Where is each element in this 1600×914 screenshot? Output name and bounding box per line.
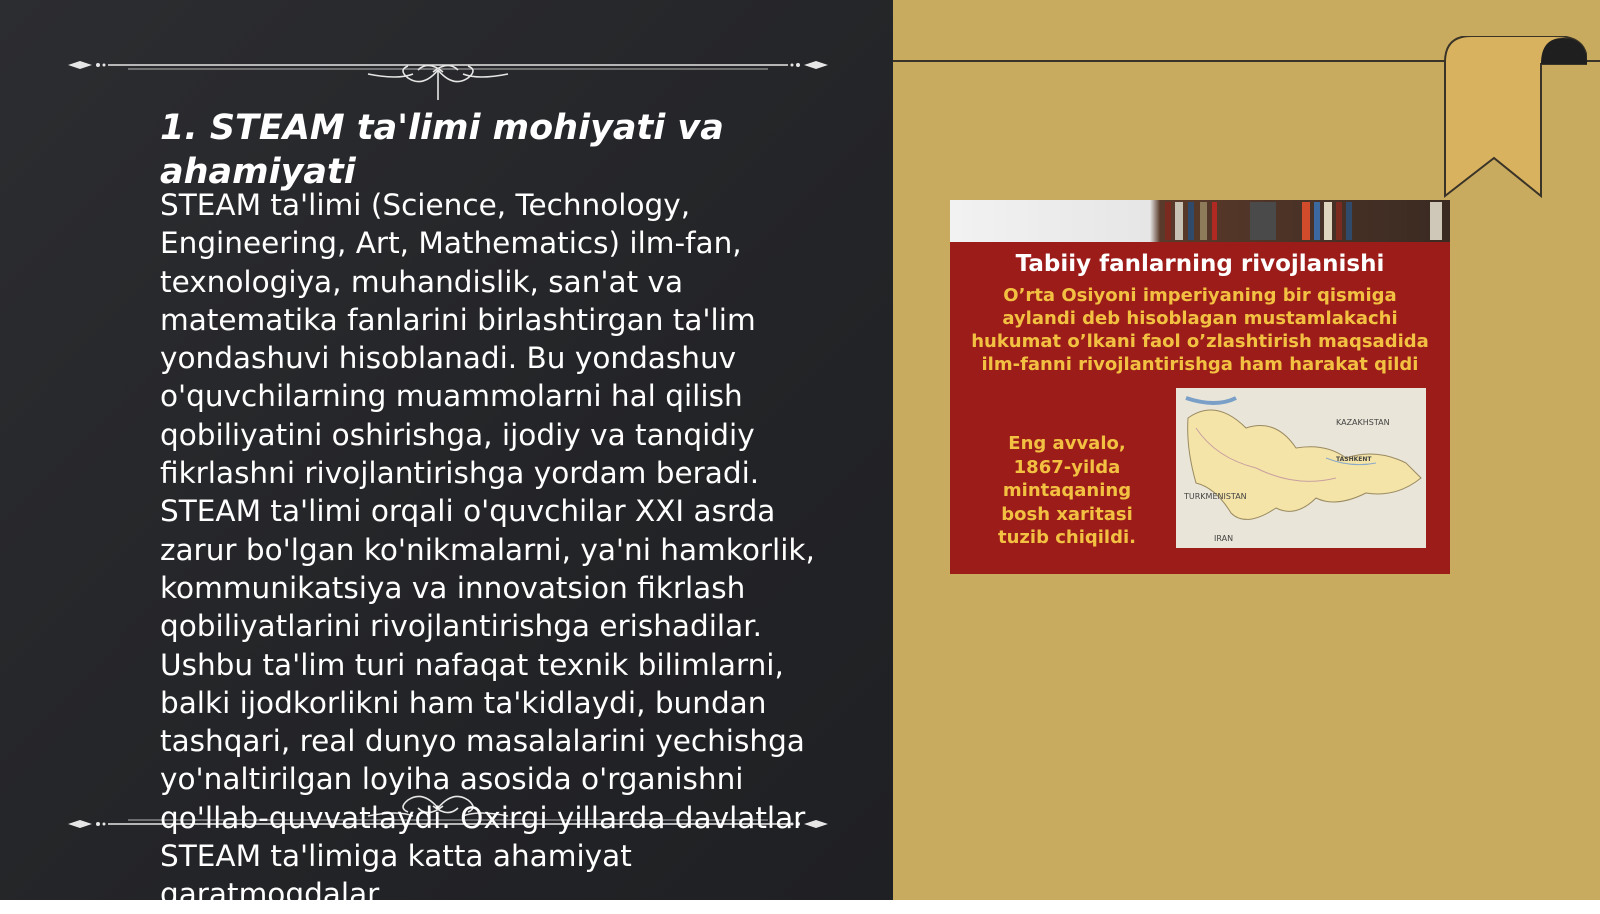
picture-subtext: O’rta Osiyoni imperiyaning bir qismiga aylandi deb hisoblagan mustamlakachi hukumat o’lkani faol o’zlashtirish maqsadida ilm-fanni rivojlantirishga ham harakat qildi: [971, 285, 1429, 375]
bookmark-ribbon-icon: [1437, 36, 1587, 200]
map-label-kazakhstan: KAZAKHSTAN: [1336, 418, 1390, 427]
top-ornament-divider: [68, 40, 828, 100]
region-map: [1176, 388, 1426, 548]
map-label-iran: IRAN: [1214, 534, 1234, 543]
slide-title: 1. STEAM ta'limi mohiyati va ahamiyati: [160, 108, 724, 192]
picture-note: Eng avvalo, 1867-yilda mintaqaning bosh xaritasi tuzib chiqildi.: [998, 433, 1136, 548]
slide-body-text: STEAM ta'limi (Science, Technology, Engineering, Art, Mathematics) ilm-fan, texnologiya, muhandislik, san'at va matematika fanlarini birlashtirgan ta'lim yondashuvi hisoblanadi. Bu yondashuv o'quvchilarning muammolarni hal qilish qobiliyatini oshirishga, ijodiy va tanqidiy fikrlashni rivojlantirishga yordam beradi. STEAM ta'limi orqali o'quvchilar XXI asrda zarur bo'lgan ko'nikmalarni, ya'ni hamkorlik, kommunikatsiya va innovatsion fikrlash qobiliyatlarini rivojlantirishga erishadilar. Ushbu ta'lim turi nafaqat texnik bilimlarni, balki ijodkorlikni ham ta'kidlaydi, bundan tashqari, real dunyo masalalarini yechishga yo'naltirilgan loyiha asosida o'rganishni qo'llab-quvvatlaydi. Oxirgi yillarda davlatlar STEAM ta'limiga katta ahamiyat qaratmoqdalar.: [160, 188, 815, 912]
picture-heading: Tabiiy fanlarning rivojlanishi: [1015, 251, 1385, 277]
bookshelf-banner: [950, 200, 1450, 242]
map-label-tashkent: TASHKENT: [1336, 456, 1372, 463]
map-label-turkmenistan: TURKMENISTAN: [1184, 492, 1247, 501]
embedded-slide-image: [950, 200, 1450, 574]
